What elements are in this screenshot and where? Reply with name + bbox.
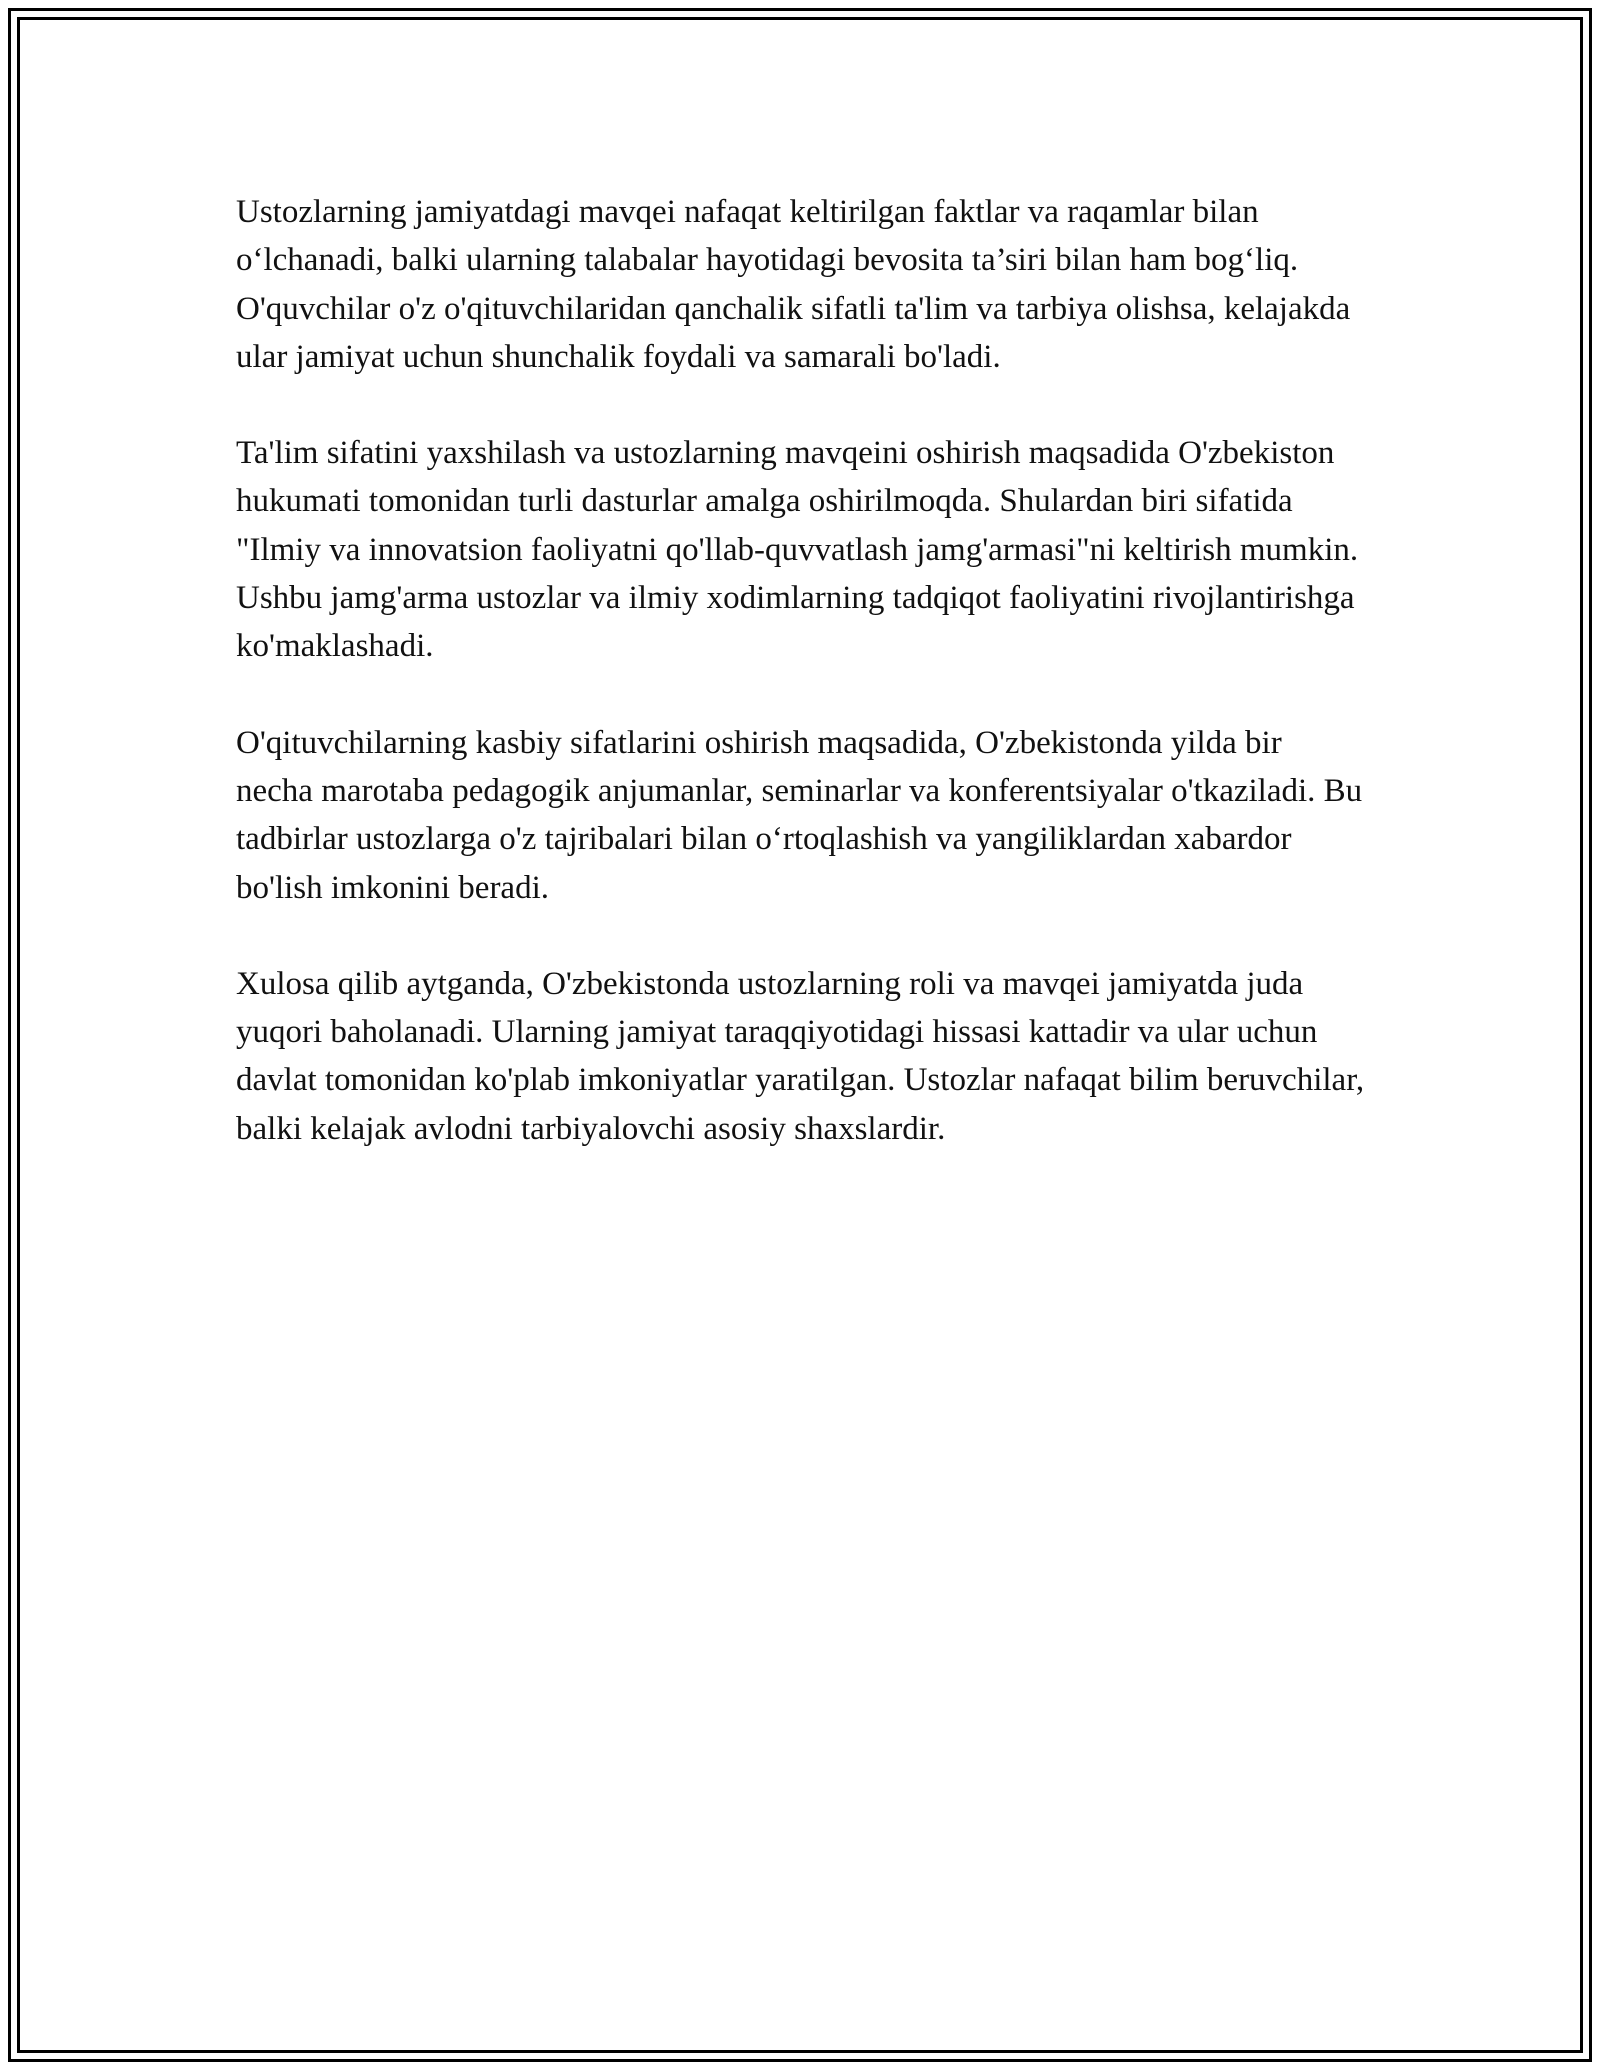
paragraph-government-programs: Ta'lim sifatini yaxshilash va ustozlarning mavqeini oshirish maqsadida O'zbekiston hukumati tomonidan turli dasturlar amalga oshirilmoqda. Shulardan biri sifatida "Ilmiy va innovatsion faoliyatni qo'llab-quvvatlash jamg'armasi"ni keltirish mumkin. Ushbu jamg'arma ustozlar va ilmiy xodimlarning tadqiqot faoliyatini rivojlantirishga ko'maklashadi. [236,435,1359,665]
document-body [236,188,1366,1201]
paragraph-teachers-status: Ustozlarning jamiyatdagi mavqei nafaqat keltirilgan faktlar va raqamlar bilan o‘lchanadi, balki ularning talabalar hayotidagi bevosita ta’siri bilan ham bog‘liq. O'quvchilar o'z o'qituvchilaridan qanchalik sifatli ta'lim va tarbiya olishsa, kelajakda ular jamiyat uchun shunchalik foydali va samarali bo'ladi. [236,194,1351,375]
paragraph-professional-development: O'qituvchilarning kasbiy sifatlarini oshirish maqsadida, O'zbekistonda yilda bir necha marotaba pedagogik anjumanlar, seminarlar va konferentsiyalar o'tkaziladi. Bu tadbirlar ustozlarga o'z tajribalari bilan o‘rtoqlashish va yangiliklardan xabardor bo'lish imkonini beradi. [236,724,1363,906]
paragraph-conclusion: Xulosa qilib aytganda, O'zbekistonda ustozlarning roli va mavqei jamiyatda juda yuqori baholanadi. Ularning jamiyat taraqqiyotidagi hissasi kattadir va ular uchun davlat tomonidan ko'plab imkoniyatlar yaratilgan. Ustozlar nafaqat bilim beruvchilar, balki kelajak avlodni tarbiyalovchi asosiy shaxslardir. [236,965,1365,1147]
